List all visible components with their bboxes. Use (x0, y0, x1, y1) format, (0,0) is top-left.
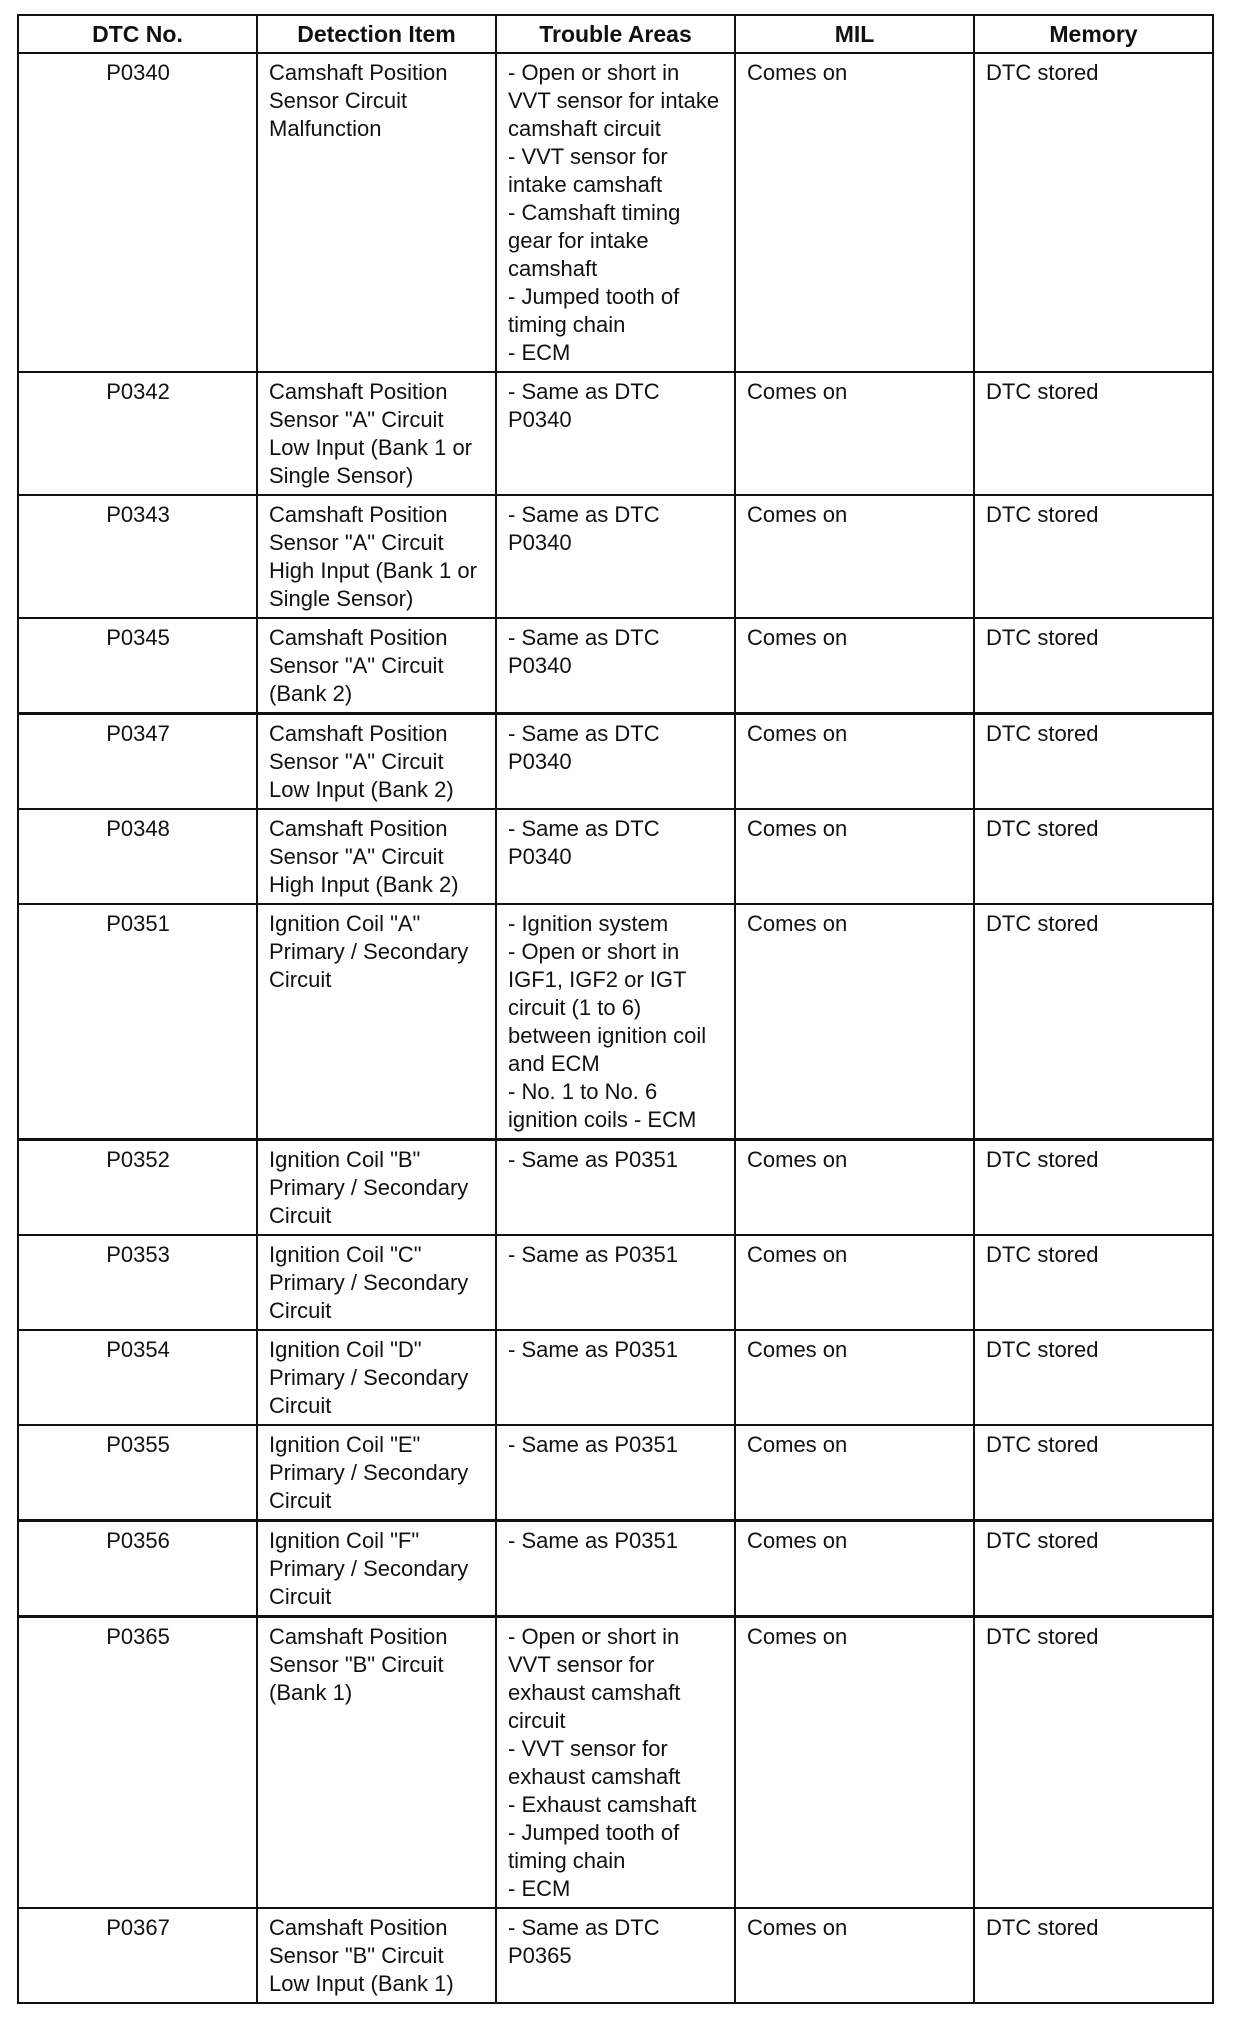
detection-item-line: Sensor "B" Circuit (269, 1943, 444, 1968)
dtc-code: P0356 (18, 1521, 257, 1617)
dtc-code: P0342 (18, 372, 257, 495)
detection-item-line: Camshaft Position (269, 60, 448, 85)
detection-item-line: Primary / Secondary (269, 1175, 469, 1200)
detection-item-line: Camshaft Position (269, 502, 448, 527)
header-row (18, 15, 1213, 53)
detection-item-line: Circuit (269, 1298, 332, 1323)
memory-status: DTC stored (974, 1521, 1213, 1617)
table-row (18, 1908, 1213, 2003)
mil-status: Comes on (735, 1140, 974, 1236)
trouble-area-line: camshaft circuit (508, 116, 661, 141)
trouble-area-line: - Camshaft timing (508, 200, 681, 225)
table-row (18, 1521, 1213, 1617)
dtc-code: P0355 (18, 1425, 257, 1521)
trouble-area-line: - Open or short in (508, 60, 680, 85)
header-memory: Memory (974, 15, 1213, 53)
dtc-code: P0351 (18, 904, 257, 1140)
detection-item-line: Ignition Coil "B" (269, 1147, 421, 1172)
detection-item-line: (Bank 2) (269, 681, 353, 706)
detection-item (257, 1617, 496, 1909)
mil-status: Comes on (735, 714, 974, 810)
mil-status: Comes on (735, 1617, 974, 1909)
mil-status: Comes on (735, 1425, 974, 1521)
trouble-area-line: - Same as DTC (508, 625, 660, 650)
detection-item (257, 904, 496, 1140)
table-row (18, 1140, 1213, 1236)
trouble-area-line: circuit (508, 1708, 566, 1733)
trouble-areas (496, 1330, 735, 1425)
trouble-area-line: - Same as DTC (508, 502, 660, 527)
detection-item (257, 372, 496, 495)
detection-item-line: Primary / Secondary (269, 1460, 469, 1485)
table-body (18, 53, 1213, 2003)
trouble-areas (496, 1617, 735, 1909)
detection-item (257, 1140, 496, 1236)
table-row (18, 372, 1213, 495)
memory-status: DTC stored (974, 904, 1213, 1140)
detection-item-line: Sensor "A" Circuit (269, 749, 444, 774)
trouble-area-line: - Same as DTC (508, 1915, 660, 1940)
header-dtc-no: DTC No. (18, 15, 257, 53)
detection-item-line: Malfunction (269, 116, 382, 141)
trouble-area-line: IGF1, IGF2 or IGT (508, 967, 687, 992)
trouble-areas (496, 1140, 735, 1236)
dtc-code: P0348 (18, 809, 257, 904)
detection-item-line: Circuit (269, 1203, 332, 1228)
trouble-area-line: exhaust camshaft (508, 1680, 681, 1705)
detection-item-line: Circuit (269, 967, 332, 992)
detection-item-line: Low Input (Bank 1 or (269, 435, 473, 460)
dtc-code: P0365 (18, 1617, 257, 1909)
trouble-area-line: - Same as P0351 (508, 1147, 678, 1172)
trouble-area-line: intake camshaft (508, 172, 663, 197)
table-row (18, 1425, 1213, 1521)
detection-item (257, 714, 496, 810)
detection-item-line: Sensor "A" Circuit (269, 844, 444, 869)
dtc-code: P0347 (18, 714, 257, 810)
mil-status: Comes on (735, 618, 974, 714)
detection-item-line: Single Sensor) (269, 463, 414, 488)
memory-status: DTC stored (974, 1617, 1213, 1909)
detection-item-line: (Bank 1) (269, 1680, 353, 1705)
trouble-areas (496, 714, 735, 810)
memory-status: DTC stored (974, 809, 1213, 904)
trouble-area-line: - No. 1 to No. 6 (508, 1079, 658, 1104)
table-row (18, 714, 1213, 810)
detection-item-line: Sensor "A" Circuit (269, 530, 444, 555)
detection-item-line: Ignition Coil "D" (269, 1337, 422, 1362)
detection-item-line: Camshaft Position (269, 721, 448, 746)
trouble-area-line: VVT sensor for (508, 1652, 655, 1677)
dtc-code: P0367 (18, 1908, 257, 2003)
header-trouble-areas: Trouble Areas (496, 15, 735, 53)
detection-item-line: Camshaft Position (269, 1915, 448, 1940)
dtc-code: P0345 (18, 618, 257, 714)
memory-status: DTC stored (974, 1235, 1213, 1330)
memory-status: DTC stored (974, 1908, 1213, 2003)
table-row (18, 1235, 1213, 1330)
detection-item-line: Camshaft Position (269, 1624, 448, 1649)
memory-status: DTC stored (974, 53, 1213, 372)
trouble-area-line: VVT sensor for intake (508, 88, 720, 113)
trouble-area-line: and ECM (508, 1051, 600, 1076)
memory-status: DTC stored (974, 1140, 1213, 1236)
detection-item-line: High Input (Bank 1 or (269, 558, 477, 583)
table-row (18, 495, 1213, 618)
dtc-code: P0343 (18, 495, 257, 618)
trouble-areas (496, 372, 735, 495)
detection-item-line: Ignition Coil "A" (269, 911, 421, 936)
detection-item-line: Ignition Coil "C" (269, 1242, 422, 1267)
trouble-area-line: - Same as DTC (508, 721, 660, 746)
table-row (18, 618, 1213, 714)
detection-item (257, 809, 496, 904)
trouble-area-line: circuit (1 to 6) (508, 995, 642, 1020)
trouble-areas (496, 495, 735, 618)
trouble-area-line: - Same as DTC (508, 379, 660, 404)
trouble-areas (496, 1908, 735, 2003)
memory-status: DTC stored (974, 714, 1213, 810)
detection-item-line: Primary / Secondary (269, 939, 469, 964)
dtc-code: P0340 (18, 53, 257, 372)
trouble-area-line: timing chain (508, 1848, 626, 1873)
trouble-areas (496, 53, 735, 372)
table-row (18, 809, 1213, 904)
trouble-area-line: ignition coils - ECM (508, 1107, 697, 1132)
trouble-area-line: - VVT sensor for (508, 1736, 668, 1761)
mil-status: Comes on (735, 1330, 974, 1425)
detection-item-line: Camshaft Position (269, 816, 448, 841)
memory-status: DTC stored (974, 1330, 1213, 1425)
detection-item (257, 1521, 496, 1617)
detection-item (257, 618, 496, 714)
trouble-area-line: - VVT sensor for (508, 144, 668, 169)
trouble-area-line: - ECM (508, 1876, 571, 1901)
trouble-area-line: between ignition coil (508, 1023, 707, 1048)
trouble-area-line: - Open or short in (508, 939, 680, 964)
trouble-areas (496, 1521, 735, 1617)
trouble-area-line: P0340 (508, 653, 572, 678)
detection-item-line: Camshaft Position (269, 625, 448, 650)
memory-status: DTC stored (974, 618, 1213, 714)
dtc-code: P0353 (18, 1235, 257, 1330)
trouble-area-line: exhaust camshaft (508, 1764, 681, 1789)
detection-item-line: Sensor "A" Circuit (269, 653, 444, 678)
trouble-area-line: - Same as P0351 (508, 1337, 678, 1362)
trouble-area-line: - Same as P0351 (508, 1432, 678, 1457)
memory-status: DTC stored (974, 372, 1213, 495)
dtc-code: P0352 (18, 1140, 257, 1236)
detection-item-line: Ignition Coil "E" (269, 1432, 421, 1457)
detection-item-line: Circuit (269, 1584, 332, 1609)
memory-status: DTC stored (974, 495, 1213, 618)
detection-item-line: Low Input (Bank 1) (269, 1971, 454, 1996)
table-row (18, 904, 1213, 1140)
trouble-area-line: - Open or short in (508, 1624, 680, 1649)
detection-item-line: Circuit (269, 1488, 332, 1513)
trouble-area-line: timing chain (508, 312, 626, 337)
detection-item-line: Primary / Secondary (269, 1556, 469, 1581)
trouble-area-line: - Jumped tooth of (508, 284, 680, 309)
trouble-areas (496, 618, 735, 714)
detection-item (257, 1330, 496, 1425)
detection-item-line: High Input (Bank 2) (269, 872, 459, 897)
memory-status: DTC stored (974, 1425, 1213, 1521)
trouble-areas (496, 1425, 735, 1521)
mil-status: Comes on (735, 495, 974, 618)
mil-status: Comes on (735, 1521, 974, 1617)
dtc-table (17, 14, 1214, 2004)
trouble-area-line: - ECM (508, 340, 571, 365)
detection-item (257, 1235, 496, 1330)
trouble-area-line: gear for intake (508, 228, 649, 253)
detection-item-line: Low Input (Bank 2) (269, 777, 454, 802)
detection-item-line: Sensor "A" Circuit (269, 407, 444, 432)
trouble-area-line: - Jumped tooth of (508, 1820, 680, 1845)
mil-status: Comes on (735, 372, 974, 495)
trouble-area-line: - Same as P0351 (508, 1528, 678, 1553)
detection-item-line: Circuit (269, 1393, 332, 1418)
detection-item-line: Ignition Coil "F" (269, 1528, 420, 1553)
detection-item-line: Single Sensor) (269, 586, 414, 611)
detection-item-line: Primary / Secondary (269, 1365, 469, 1390)
mil-status: Comes on (735, 53, 974, 372)
trouble-areas (496, 809, 735, 904)
trouble-area-line: - Same as DTC (508, 816, 660, 841)
mil-status: Comes on (735, 904, 974, 1140)
trouble-area-line: P0340 (508, 407, 572, 432)
detection-item-line: Sensor Circuit (269, 88, 408, 113)
detection-item (257, 53, 496, 372)
detection-item (257, 1908, 496, 2003)
mil-status: Comes on (735, 809, 974, 904)
table-row (18, 1330, 1213, 1425)
trouble-area-line: - Ignition system (508, 911, 669, 936)
trouble-area-line: - Same as P0351 (508, 1242, 678, 1267)
detection-item-line: Primary / Secondary (269, 1270, 469, 1295)
header-mil: MIL (735, 15, 974, 53)
table-row (18, 53, 1213, 372)
detection-item (257, 495, 496, 618)
trouble-area-line: P0340 (508, 844, 572, 869)
mil-status: Comes on (735, 1908, 974, 2003)
trouble-area-line: P0340 (508, 530, 572, 555)
trouble-areas (496, 1235, 735, 1330)
table-row (18, 1617, 1213, 1909)
detection-item-line: Sensor "B" Circuit (269, 1652, 444, 1677)
detection-item-line: Camshaft Position (269, 379, 448, 404)
header-detection-item: Detection Item (257, 15, 496, 53)
mil-status: Comes on (735, 1235, 974, 1330)
dtc-code: P0354 (18, 1330, 257, 1425)
detection-item (257, 1425, 496, 1521)
trouble-areas (496, 904, 735, 1140)
trouble-area-line: camshaft (508, 256, 598, 281)
trouble-area-line: - Exhaust camshaft (508, 1792, 697, 1817)
trouble-area-line: P0365 (508, 1943, 572, 1968)
table-header (18, 15, 1213, 53)
trouble-area-line: P0340 (508, 749, 572, 774)
